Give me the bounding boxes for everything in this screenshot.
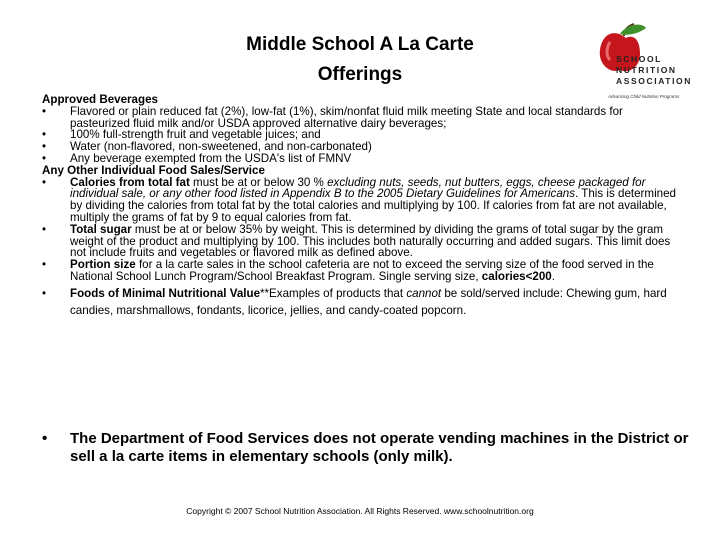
bullet: • <box>42 258 47 272</box>
bullet: • <box>42 286 47 300</box>
beverage-item: • Water (non-flavored, non-sweetened, and non-carbonated) <box>42 140 372 154</box>
offerings-content <box>42 94 682 319</box>
logo-tagline: Advancing Child Nutrition Programs <box>608 94 680 99</box>
logo-line-1: SCHOOL <box>616 54 662 64</box>
rule-label: Portion size <box>70 258 136 272</box>
rule-calories: • Calories from total fat must be at or below 30 % excluding nuts, seeds, nut butters, eggs, cheese packaged for individual sale, or any other food listed in Appendix B to the 2005 Dietary Guidelines for Americans. This is determined by dividing the calories from total fat by the total calories and multiplying by 100. If calories from fat are not available, multiply the grams of fat by 9 to equal calories from fat. <box>42 175 676 224</box>
bullet: • <box>42 430 48 447</box>
section-heading-other-food: Any Other Individual Food Sales/Service <box>42 163 265 177</box>
page-title <box>150 30 570 90</box>
bullet: • <box>42 175 47 189</box>
beverage-item: • Flavored or plain reduced fat (2%), low-fat (1%), skim/nonfat fluid milk meeting State and local standards for pasteurized fluid milk and/or USDA approved alternative dairy beverages; <box>42 104 623 130</box>
rule-label: Total sugar <box>70 222 132 236</box>
bullet: • <box>42 222 47 236</box>
beverage-item: • Any beverage exempted from the USDA's list of FMNV <box>42 151 352 165</box>
rule-portion: • Portion size for a la carte sales in the school cafeteria are not to exceed the serving size of the food served in the National School Lunch Program/School Breakfast Program. Single serving size, calories<200. <box>42 258 654 283</box>
rule-label: Calories from total fat <box>70 175 190 189</box>
logo-line-3: ASSOCIATION <box>616 76 693 86</box>
beverage-item: • 100% full-strength fruit and vegetable juices; and <box>42 128 321 142</box>
title-line-2: Offerings <box>317 64 403 85</box>
bullet: • <box>42 140 47 154</box>
rule-fmnv: • Foods of Minimal Nutritional Value**Examples of products that cannot be sold/served include: Chewing gum, hard candies, marshmallows, fondants, licorice, jellies, and candy-coated popcorn. <box>42 286 667 317</box>
bullet: • <box>42 128 47 142</box>
bullet: • <box>42 104 47 118</box>
district-notice <box>42 430 702 466</box>
notice-text: The Department of Food Services does not operate vending machines in the District or sell a la carte items in elementary schools (only milk). <box>70 430 689 465</box>
copyright-footer: Copyright © 2007 School Nutrition Association. All Rights Reserved. www.schoolnutrition.org <box>186 506 534 516</box>
sna-logo <box>596 22 700 102</box>
title-line-1: Middle School A La Carte <box>246 34 474 55</box>
section-heading-beverages: Approved Beverages <box>42 93 158 106</box>
logo-line-2: NUTRITION <box>616 65 677 75</box>
bullet: • <box>42 151 47 165</box>
rule-label: Foods of Minimal Nutritional Value <box>70 286 261 300</box>
rule-sugar: • Total sugar must be at or below 35% by weight. This is determined by dividing the grams of total sugar by the gram weight of the product and multiplying by 100. This includes both naturally occurring and added sugars. This limit does not include fruits and vegetables or flavored milk as defined above. <box>42 222 671 260</box>
